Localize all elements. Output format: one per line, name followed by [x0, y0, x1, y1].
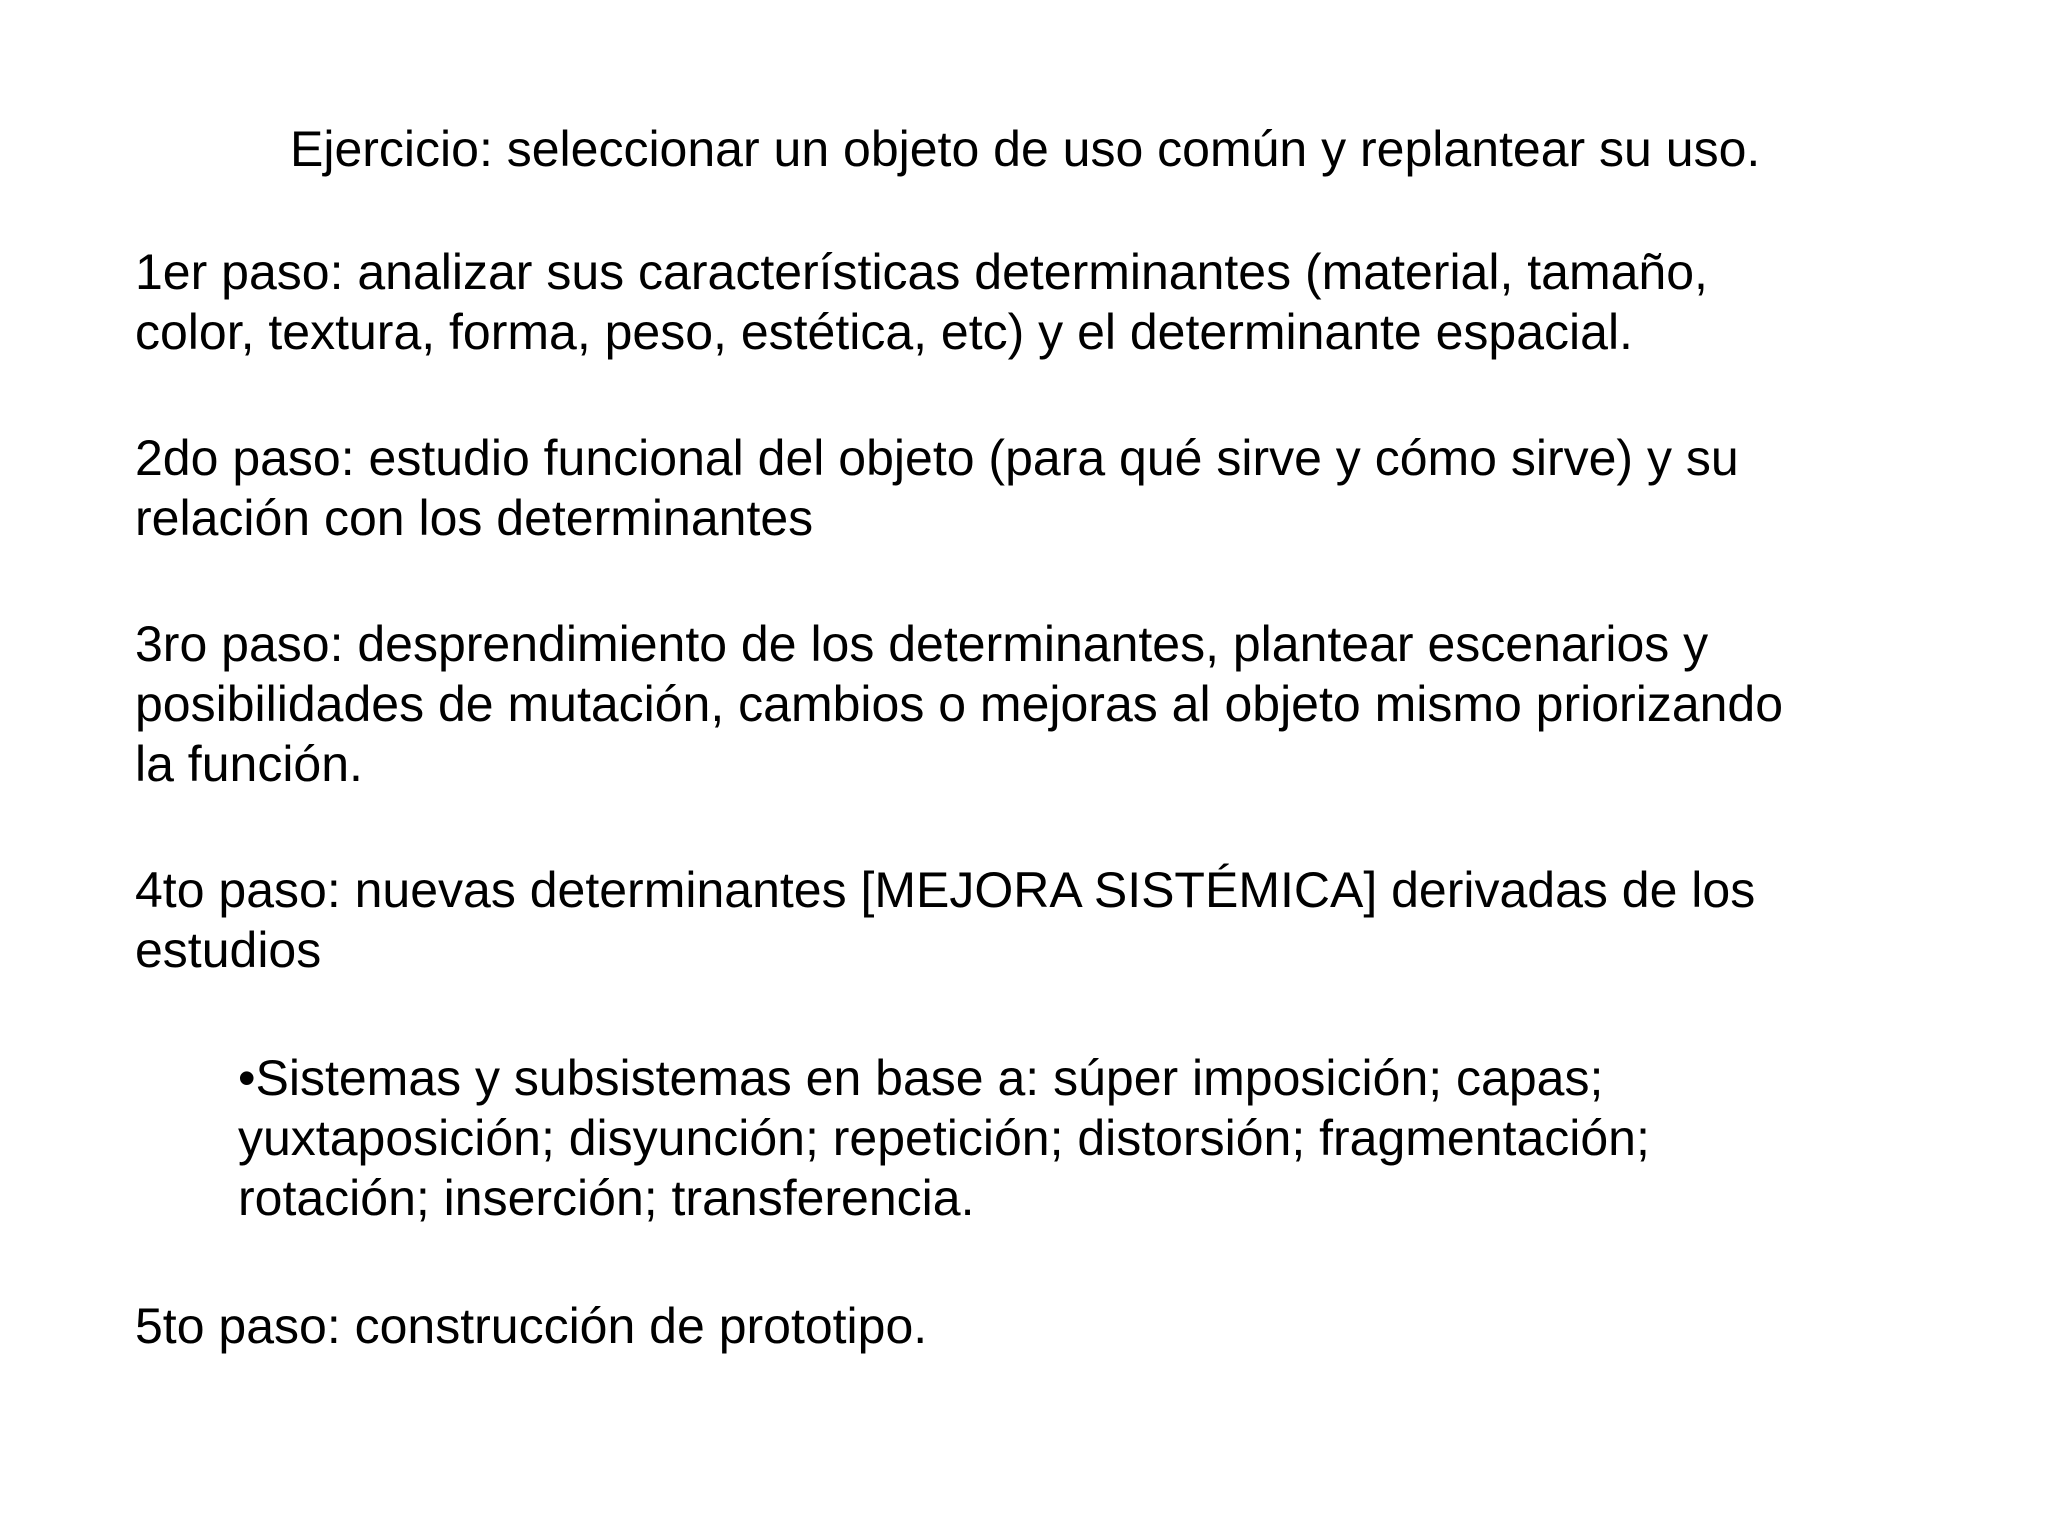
step-3-line-2: posibilidades de mutación, cambios o mejoras al objeto mismo priorizando [135, 676, 1784, 732]
step-2-line-1: 2do paso: estudio funcional del objeto (para qué sirve y cómo sirve) y su [135, 430, 1739, 486]
step-5-line-1: 5to paso: construcción de prototipo. [135, 1298, 928, 1354]
step-4-line-1: 4to paso: nuevas determinantes [MEJORA SISTÉMICA] derivadas de los [135, 862, 1756, 918]
systems-bullet-item [238, 1048, 1938, 1228]
step-2-paragraph [135, 428, 1915, 548]
slide-title: Ejercicio: seleccionar un objeto de uso común y replantear su uso. [290, 121, 1761, 177]
step-3-paragraph [135, 614, 1915, 794]
step-3-line-1: 3ro paso: desprendimiento de los determinantes, plantear escenarios y [135, 616, 1709, 672]
bullet-line-2: yuxtaposición; disyunción; repetición; distorsión; fragmentación; [238, 1110, 1650, 1166]
step-3-line-3: la función. [135, 736, 363, 792]
step-1-paragraph [135, 242, 1915, 362]
bullet-line-1: •Sistemas y subsistemas en base a: súper imposición; capas; [238, 1050, 1604, 1106]
step-1-line-2: color, textura, forma, peso, estética, etc) y el determinante espacial. [135, 304, 1633, 360]
step-4-line-2: estudios [135, 922, 322, 978]
step-5-paragraph [135, 1296, 1915, 1356]
bullet-line-3: rotación; inserción; transferencia. [238, 1170, 975, 1226]
step-1-line-1: 1er paso: analizar sus características determinantes (material, tamaño, [135, 244, 1708, 300]
step-2-line-2: relación con los determinantes [135, 490, 814, 546]
step-4-paragraph [135, 860, 1915, 980]
